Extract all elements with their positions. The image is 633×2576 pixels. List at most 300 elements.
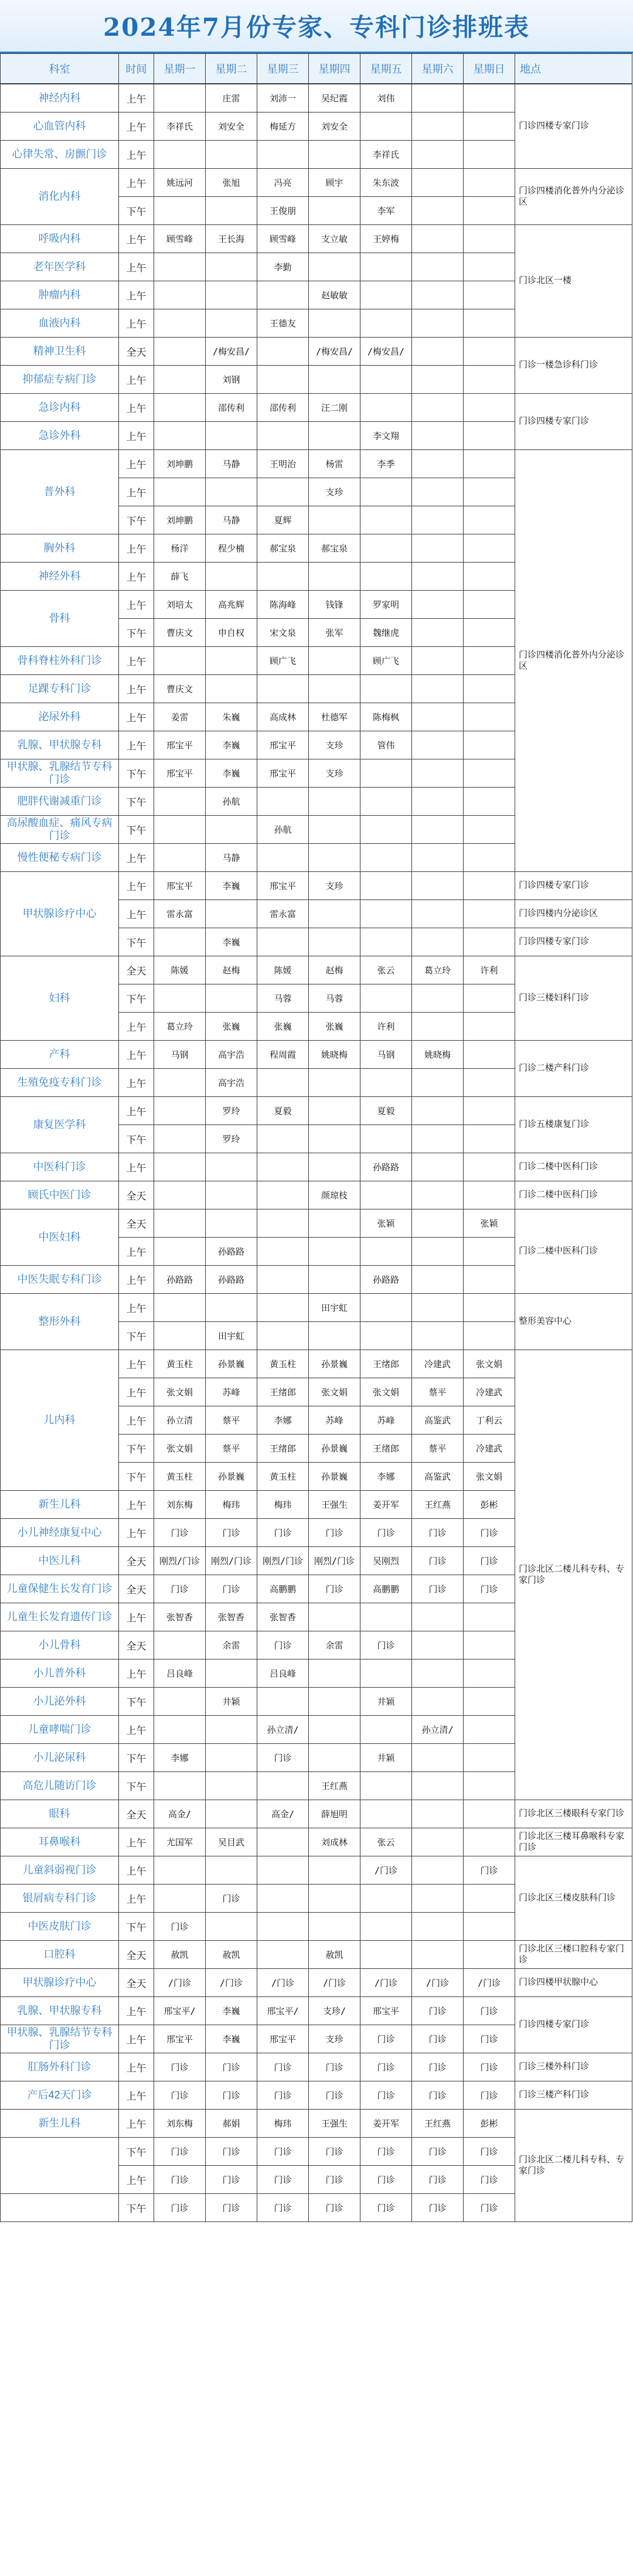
doctor-cell: 陈海峰 <box>257 590 309 619</box>
doctor-cell: 蔡平 <box>411 1434 464 1463</box>
doctor-cell: 杨洋 <box>154 534 206 563</box>
doctor-cell: 邵传利 <box>205 393 257 422</box>
doctor-cell: 苏峰 <box>360 1406 412 1434</box>
doctor-cell <box>463 1659 515 1688</box>
doctor-cell: 姜开军 <box>360 1490 412 1519</box>
header-wed: 星期三 <box>257 53 309 84</box>
doctor-cell <box>463 478 515 506</box>
doctor-cell: 孙景巍 <box>308 1350 360 1378</box>
doctor-cell <box>308 1884 360 1913</box>
department-label: 整形外科 <box>0 1293 119 1350</box>
doctor-cell <box>154 815 206 844</box>
doctor-cell <box>205 1293 257 1322</box>
doctor-cell: 罗家明 <box>360 590 412 619</box>
time-slot: 下午 <box>118 2193 154 2222</box>
doctor-cell: 门诊 <box>257 1743 309 1772</box>
department-label: 乳腺、甲状腺专科 <box>0 1996 119 2025</box>
doctor-cell <box>360 815 412 844</box>
doctor-cell: 孙路路 <box>360 1265 412 1294</box>
doctor-cell <box>360 1800 412 1828</box>
doctor-cell <box>463 1096 515 1125</box>
doctor-cell <box>308 815 360 844</box>
doctor-cell <box>463 534 515 563</box>
location-cell: 门诊四楼内分泌诊区 <box>515 899 632 928</box>
doctor-cell: 王绪郎 <box>360 1350 412 1378</box>
doctor-cell: 门诊 <box>360 2081 412 2110</box>
doctor-cell <box>463 337 515 366</box>
doctor-cell <box>411 309 464 338</box>
doctor-cell <box>205 1181 257 1209</box>
doctor-cell <box>154 1125 206 1153</box>
doctor-cell: 孙景巍 <box>308 1434 360 1463</box>
doctor-cell <box>360 1940 412 1969</box>
time-slot: 上午 <box>118 1518 154 1547</box>
doctor-cell <box>360 1659 412 1688</box>
doctor-cell: 邢宝平 <box>257 2025 309 2053</box>
doctor-cell <box>463 506 515 534</box>
doctor-cell: 赵梅 <box>205 956 257 984</box>
header-thu: 星期四 <box>308 53 360 84</box>
doctor-cell: 孙景巍 <box>205 1462 257 1491</box>
doctor-cell: 蔡平 <box>205 1434 257 1463</box>
doctor-cell: 钱锋 <box>308 590 360 619</box>
doctor-cell <box>308 421 360 450</box>
doctor-cell: 刚烈/门诊 <box>154 1546 206 1575</box>
time-slot: 上午 <box>118 1068 154 1097</box>
doctor-cell <box>154 421 206 450</box>
doctor-cell <box>205 421 257 450</box>
doctor-cell <box>257 787 309 816</box>
doctor-cell: 孙路路 <box>154 1265 206 1294</box>
time-slot: 下午 <box>118 2137 154 2166</box>
department-label: 口腔科 <box>0 1940 119 1969</box>
doctor-cell: 门诊 <box>205 2165 257 2194</box>
doctor-cell <box>205 1743 257 1772</box>
department-label: 普外科 <box>0 449 119 534</box>
doctor-cell <box>411 449 464 478</box>
doctor-cell: 许利 <box>360 1012 412 1041</box>
location-cell: 门诊一楼急诊科门诊 <box>515 337 632 394</box>
doctor-cell <box>360 759 412 788</box>
location-cell: 门诊北区二楼儿科专科、专家门诊 <box>515 2109 632 2222</box>
doctor-cell: 李巍 <box>205 759 257 788</box>
doctor-cell: 刘伟 <box>360 84 412 113</box>
time-slot: 上午 <box>118 112 154 141</box>
doctor-cell <box>257 1687 309 1716</box>
doctor-cell <box>463 365 515 394</box>
doctor-cell: 门诊 <box>411 1575 464 1603</box>
department-label <box>0 2193 119 2222</box>
doctor-cell: 高宇浩 <box>205 1040 257 1069</box>
doctor-cell: 邢宝平 <box>154 731 206 759</box>
doctor-cell <box>308 1687 360 1716</box>
doctor-cell: 李文翔 <box>360 421 412 450</box>
doctor-cell <box>463 1912 515 1941</box>
header-tue: 星期二 <box>205 53 257 84</box>
doctor-cell: 门诊 <box>154 1575 206 1603</box>
doctor-cell <box>463 1603 515 1631</box>
doctor-cell <box>154 1631 206 1660</box>
doctor-cell: /门诊 <box>308 1968 360 1997</box>
doctor-cell <box>411 1321 464 1350</box>
doctor-cell: 孙景巍 <box>308 1462 360 1491</box>
doctor-cell: 门诊 <box>257 1518 309 1547</box>
doctor-cell <box>463 759 515 788</box>
doctor-cell: 门诊 <box>463 2137 515 2166</box>
doctor-cell: 苏峰 <box>205 1378 257 1406</box>
doctor-cell: 刘东梅 <box>154 1490 206 1519</box>
time-slot: 上午 <box>118 2053 154 2081</box>
doctor-cell: 李季 <box>360 449 412 478</box>
doctor-cell <box>463 196 515 225</box>
doctor-cell: 姚远河 <box>154 168 206 197</box>
location-cell: 门诊四楼消化普外内分泌诊区 <box>515 168 632 225</box>
doctor-cell: 张颖 <box>463 1209 515 1238</box>
doctor-cell <box>411 1800 464 1828</box>
doctor-cell: 夏毅 <box>257 1096 309 1125</box>
doctor-cell <box>154 196 206 225</box>
department-label: 中医妇科 <box>0 1209 119 1266</box>
doctor-cell <box>411 1209 464 1238</box>
doctor-cell: 邢宝平 <box>154 759 206 788</box>
doctor-cell: 杜德军 <box>308 703 360 731</box>
doctor-cell: 高宇浩 <box>205 1068 257 1097</box>
doctor-cell: 夏辉 <box>257 506 309 534</box>
doctor-cell <box>463 140 515 169</box>
department-label: 产后42天门诊 <box>0 2081 119 2110</box>
time-slot: 下午 <box>118 506 154 534</box>
doctor-cell <box>360 1912 412 1941</box>
time-slot: 全天 <box>118 337 154 366</box>
location-cell: 门诊北区三楼皮肤科门诊 <box>515 1856 632 1941</box>
doctor-cell: 门诊 <box>154 1912 206 1941</box>
doctor-cell <box>411 928 464 956</box>
time-slot: 上午 <box>118 646 154 675</box>
doctor-cell: 门诊 <box>205 1884 257 1913</box>
doctor-cell: 高鉴武 <box>411 1462 464 1491</box>
time-slot: 下午 <box>118 1125 154 1153</box>
time-slot: 上午 <box>118 1406 154 1434</box>
doctor-cell <box>205 815 257 844</box>
doctor-cell <box>411 1912 464 1941</box>
department-label: 高危儿随访门诊 <box>0 1771 119 1800</box>
doctor-cell <box>308 899 360 928</box>
doctor-cell <box>205 1153 257 1181</box>
time-slot: 上午 <box>118 1603 154 1631</box>
doctor-cell <box>411 590 464 619</box>
department-label: 中医科门诊 <box>0 1153 119 1181</box>
doctor-cell <box>360 281 412 309</box>
doctor-cell: 李娜 <box>257 1406 309 1434</box>
doctor-cell <box>257 1293 309 1322</box>
time-slot: 下午 <box>118 1687 154 1716</box>
doctor-cell <box>463 112 515 141</box>
doctor-cell: 张文娟 <box>360 1378 412 1406</box>
doctor-cell <box>411 365 464 394</box>
doctor-cell: 李勤 <box>257 253 309 281</box>
doctor-cell: 姚晓梅 <box>308 1040 360 1069</box>
doctor-cell: 马蓉 <box>308 984 360 1013</box>
doctor-cell: 李巍 <box>205 871 257 900</box>
doctor-cell <box>411 815 464 844</box>
doctor-cell: 孙立清 <box>154 1406 206 1434</box>
doctor-cell: 王俊朋 <box>257 196 309 225</box>
doctor-cell: /梅安昌/ <box>360 337 412 366</box>
location-cell: 门诊北区三楼口腔科专家门诊 <box>515 1940 632 1969</box>
doctor-cell: /门诊 <box>463 1968 515 1997</box>
location-cell: 门诊二楼中医科门诊 <box>515 1181 632 1209</box>
doctor-cell: 冷建武 <box>463 1378 515 1406</box>
time-slot: 上午 <box>118 84 154 113</box>
doctor-cell: 支珍 <box>308 478 360 506</box>
time-slot: 上午 <box>118 1293 154 1322</box>
doctor-cell <box>411 646 464 675</box>
doctor-cell: 吴刚烈 <box>360 1546 412 1575</box>
doctor-cell <box>411 1265 464 1294</box>
department-label: 神经外科 <box>0 562 119 591</box>
doctor-cell <box>154 787 206 816</box>
doctor-cell <box>205 1209 257 1238</box>
doctor-cell: 张文娟 <box>463 1350 515 1378</box>
location-cell: 门诊三楼妇科门诊 <box>515 956 632 1041</box>
doctor-cell: 井颖 <box>205 1687 257 1716</box>
doctor-cell: 刘坤鹏 <box>154 506 206 534</box>
doctor-cell: 邢宝平 <box>154 871 206 900</box>
department-label: 中医皮肤门诊 <box>0 1912 119 1941</box>
doctor-cell: 门诊 <box>463 2165 515 2194</box>
doctor-cell <box>411 1631 464 1660</box>
location-cell: 门诊三楼产科门诊 <box>515 2081 632 2110</box>
doctor-cell: 黄玉柱 <box>257 1462 309 1491</box>
doctor-cell <box>308 1096 360 1125</box>
department-label: 甲状腺诊疗中心 <box>0 1968 119 1997</box>
doctor-cell: 张文娟 <box>154 1434 206 1463</box>
doctor-cell <box>463 1715 515 1744</box>
doctor-cell <box>411 224 464 253</box>
doctor-cell: 余雷 <box>308 1631 360 1660</box>
doctor-cell: 冷建武 <box>463 1434 515 1463</box>
doctor-cell <box>257 843 309 872</box>
doctor-cell: 马钢 <box>154 1040 206 1069</box>
doctor-cell: 门诊 <box>411 2053 464 2081</box>
department-label: 新生儿科 <box>0 2109 119 2138</box>
department-label: 银屑病专科门诊 <box>0 1884 119 1913</box>
doctor-cell: 汪二刚 <box>308 393 360 422</box>
doctor-cell <box>205 1800 257 1828</box>
doctor-cell: 曹庆文 <box>154 674 206 703</box>
doctor-cell: 梅玮 <box>205 1490 257 1519</box>
doctor-cell <box>463 253 515 281</box>
doctor-cell <box>463 1771 515 1800</box>
time-slot: 全天 <box>118 1940 154 1969</box>
doctor-cell <box>154 1687 206 1716</box>
department-label: 抑郁症专病门诊 <box>0 365 119 394</box>
time-slot: 上午 <box>118 1265 154 1294</box>
doctor-cell: 门诊 <box>463 1518 515 1547</box>
department-label: 顾氏中医门诊 <box>0 1181 119 1209</box>
doctor-cell <box>257 1153 309 1181</box>
doctor-cell: 刚烈/门诊 <box>308 1546 360 1575</box>
doctor-cell <box>463 928 515 956</box>
doctor-cell <box>308 1068 360 1097</box>
doctor-cell <box>257 1237 309 1266</box>
doctor-cell <box>360 1125 412 1153</box>
department-label: 心律失常、房颤门诊 <box>0 140 119 169</box>
doctor-cell <box>308 562 360 591</box>
doctor-cell: 宋文泉 <box>257 618 309 647</box>
doctor-cell: 张智香 <box>205 1603 257 1631</box>
doctor-cell <box>463 1153 515 1181</box>
doctor-cell <box>257 365 309 394</box>
doctor-cell <box>463 1237 515 1266</box>
doctor-cell: 孙路路 <box>205 1237 257 1266</box>
doctor-cell: 孙路路 <box>205 1265 257 1294</box>
doctor-cell <box>463 421 515 450</box>
doctor-cell <box>360 1293 412 1322</box>
doctor-cell <box>360 506 412 534</box>
time-slot: 下午 <box>118 815 154 844</box>
doctor-cell: 门诊 <box>463 2025 515 2053</box>
doctor-cell <box>411 421 464 450</box>
doctor-cell <box>308 1265 360 1294</box>
doctor-cell <box>360 899 412 928</box>
location-cell: 门诊北区一楼 <box>515 224 632 338</box>
doctor-cell <box>411 1293 464 1322</box>
doctor-cell <box>411 1940 464 1969</box>
doctor-cell: 刘钢 <box>205 365 257 394</box>
department-label: 小儿神经康复中心 <box>0 1518 119 1547</box>
department-label: 血液内科 <box>0 309 119 338</box>
time-slot: 上午 <box>118 562 154 591</box>
doctor-cell: 程少楠 <box>205 534 257 563</box>
department-label: 儿童哮喘门诊 <box>0 1715 119 1744</box>
doctor-cell: 雷永富 <box>154 899 206 928</box>
time-slot: 上午 <box>118 140 154 169</box>
doctor-cell: 刘培太 <box>154 590 206 619</box>
doctor-cell: 门诊 <box>463 2081 515 2110</box>
time-slot: 上午 <box>118 1996 154 2025</box>
doctor-cell: 王绪郎 <box>257 1378 309 1406</box>
header-mon: 星期一 <box>154 53 206 84</box>
department-label: 肛肠外科门诊 <box>0 2053 119 2081</box>
time-slot: 上午 <box>118 703 154 731</box>
doctor-cell <box>257 1068 309 1097</box>
doctor-cell <box>257 1209 309 1238</box>
doctor-cell <box>154 1715 206 1744</box>
doctor-cell: 田宇虹 <box>308 1293 360 1322</box>
doctor-cell <box>360 871 412 900</box>
doctor-cell <box>463 393 515 422</box>
doctor-cell <box>257 1856 309 1885</box>
doctor-cell <box>411 140 464 169</box>
doctor-cell <box>411 787 464 816</box>
doctor-cell: 支珍 <box>308 2025 360 2053</box>
department-label: 中医儿科 <box>0 1546 119 1575</box>
doctor-cell: 门诊 <box>411 2193 464 2222</box>
doctor-cell <box>308 506 360 534</box>
doctor-cell: 高兆辉 <box>205 590 257 619</box>
header-time: 时间 <box>118 53 154 84</box>
doctor-cell: 管伟 <box>360 731 412 759</box>
doctor-cell: 张云 <box>360 956 412 984</box>
doctor-cell <box>411 843 464 872</box>
doctor-cell: 刚烈/门诊 <box>205 1546 257 1575</box>
doctor-cell: 支立敏 <box>308 224 360 253</box>
location-cell: 门诊四楼专家门诊 <box>515 84 632 169</box>
time-slot: 上午 <box>118 478 154 506</box>
doctor-cell: 顾宇 <box>308 168 360 197</box>
doctor-cell <box>360 562 412 591</box>
department-label <box>0 2137 119 2194</box>
doctor-cell: 朱东波 <box>360 168 412 197</box>
doctor-cell <box>411 1603 464 1631</box>
time-slot: 上午 <box>118 2109 154 2138</box>
doctor-cell <box>154 1771 206 1800</box>
doctor-cell <box>154 1209 206 1238</box>
doctor-cell: 门诊 <box>360 2053 412 2081</box>
doctor-cell: 刘成林 <box>308 1828 360 1856</box>
doctor-cell: 高金/ <box>154 1800 206 1828</box>
time-slot: 下午 <box>118 196 154 225</box>
doctor-cell: 门诊 <box>257 2081 309 2110</box>
doctor-cell <box>411 1096 464 1125</box>
doctor-cell: 梅玮 <box>257 2109 309 2138</box>
location-cell: 门诊二楼产科门诊 <box>515 1040 632 1097</box>
doctor-cell: 苏峰 <box>308 1406 360 1434</box>
department-label: 甲状腺、乳腺结节专科门诊 <box>0 759 119 788</box>
doctor-cell: 李祥氏 <box>154 112 206 141</box>
time-slot: 上午 <box>118 224 154 253</box>
doctor-cell: 颜琼枝 <box>308 1181 360 1209</box>
time-slot: 上午 <box>118 1490 154 1519</box>
doctor-cell: 孙景巍 <box>205 1350 257 1378</box>
department-label: 胸外科 <box>0 534 119 563</box>
doctor-cell <box>411 1828 464 1856</box>
doctor-cell: 刚烈/门诊 <box>257 1546 309 1575</box>
location-cell: 门诊四楼专家门诊 <box>515 1996 632 2053</box>
doctor-cell <box>308 140 360 169</box>
doctor-cell <box>411 393 464 422</box>
doctor-cell <box>257 1321 309 1350</box>
doctor-cell: 王绪郎 <box>257 1434 309 1463</box>
doctor-cell <box>205 253 257 281</box>
doctor-cell <box>257 281 309 309</box>
doctor-cell <box>411 281 464 309</box>
doctor-cell <box>411 337 464 366</box>
doctor-cell: 彭彬 <box>463 1490 515 1519</box>
doctor-cell <box>360 534 412 563</box>
doctor-cell <box>360 365 412 394</box>
doctor-cell: 高成林 <box>257 703 309 731</box>
doctor-cell: 许利 <box>463 956 515 984</box>
doctor-cell <box>154 140 206 169</box>
doctor-cell <box>411 478 464 506</box>
time-slot: 上午 <box>118 1828 154 1856</box>
doctor-cell <box>308 365 360 394</box>
doctor-cell <box>154 1321 206 1350</box>
location-cell: 整形美容中心 <box>515 1293 632 1350</box>
doctor-cell <box>411 196 464 225</box>
doctor-cell: 门诊 <box>154 2165 206 2194</box>
doctor-cell: 门诊 <box>154 2193 206 2222</box>
doctor-cell <box>308 1237 360 1266</box>
doctor-cell <box>154 1293 206 1322</box>
doctor-cell: 门诊 <box>257 2137 309 2166</box>
doctor-cell <box>360 1237 412 1266</box>
time-slot: 全天 <box>118 1631 154 1660</box>
doctor-cell: 刘安全 <box>308 112 360 141</box>
department-label: 泌尿外科 <box>0 703 119 731</box>
